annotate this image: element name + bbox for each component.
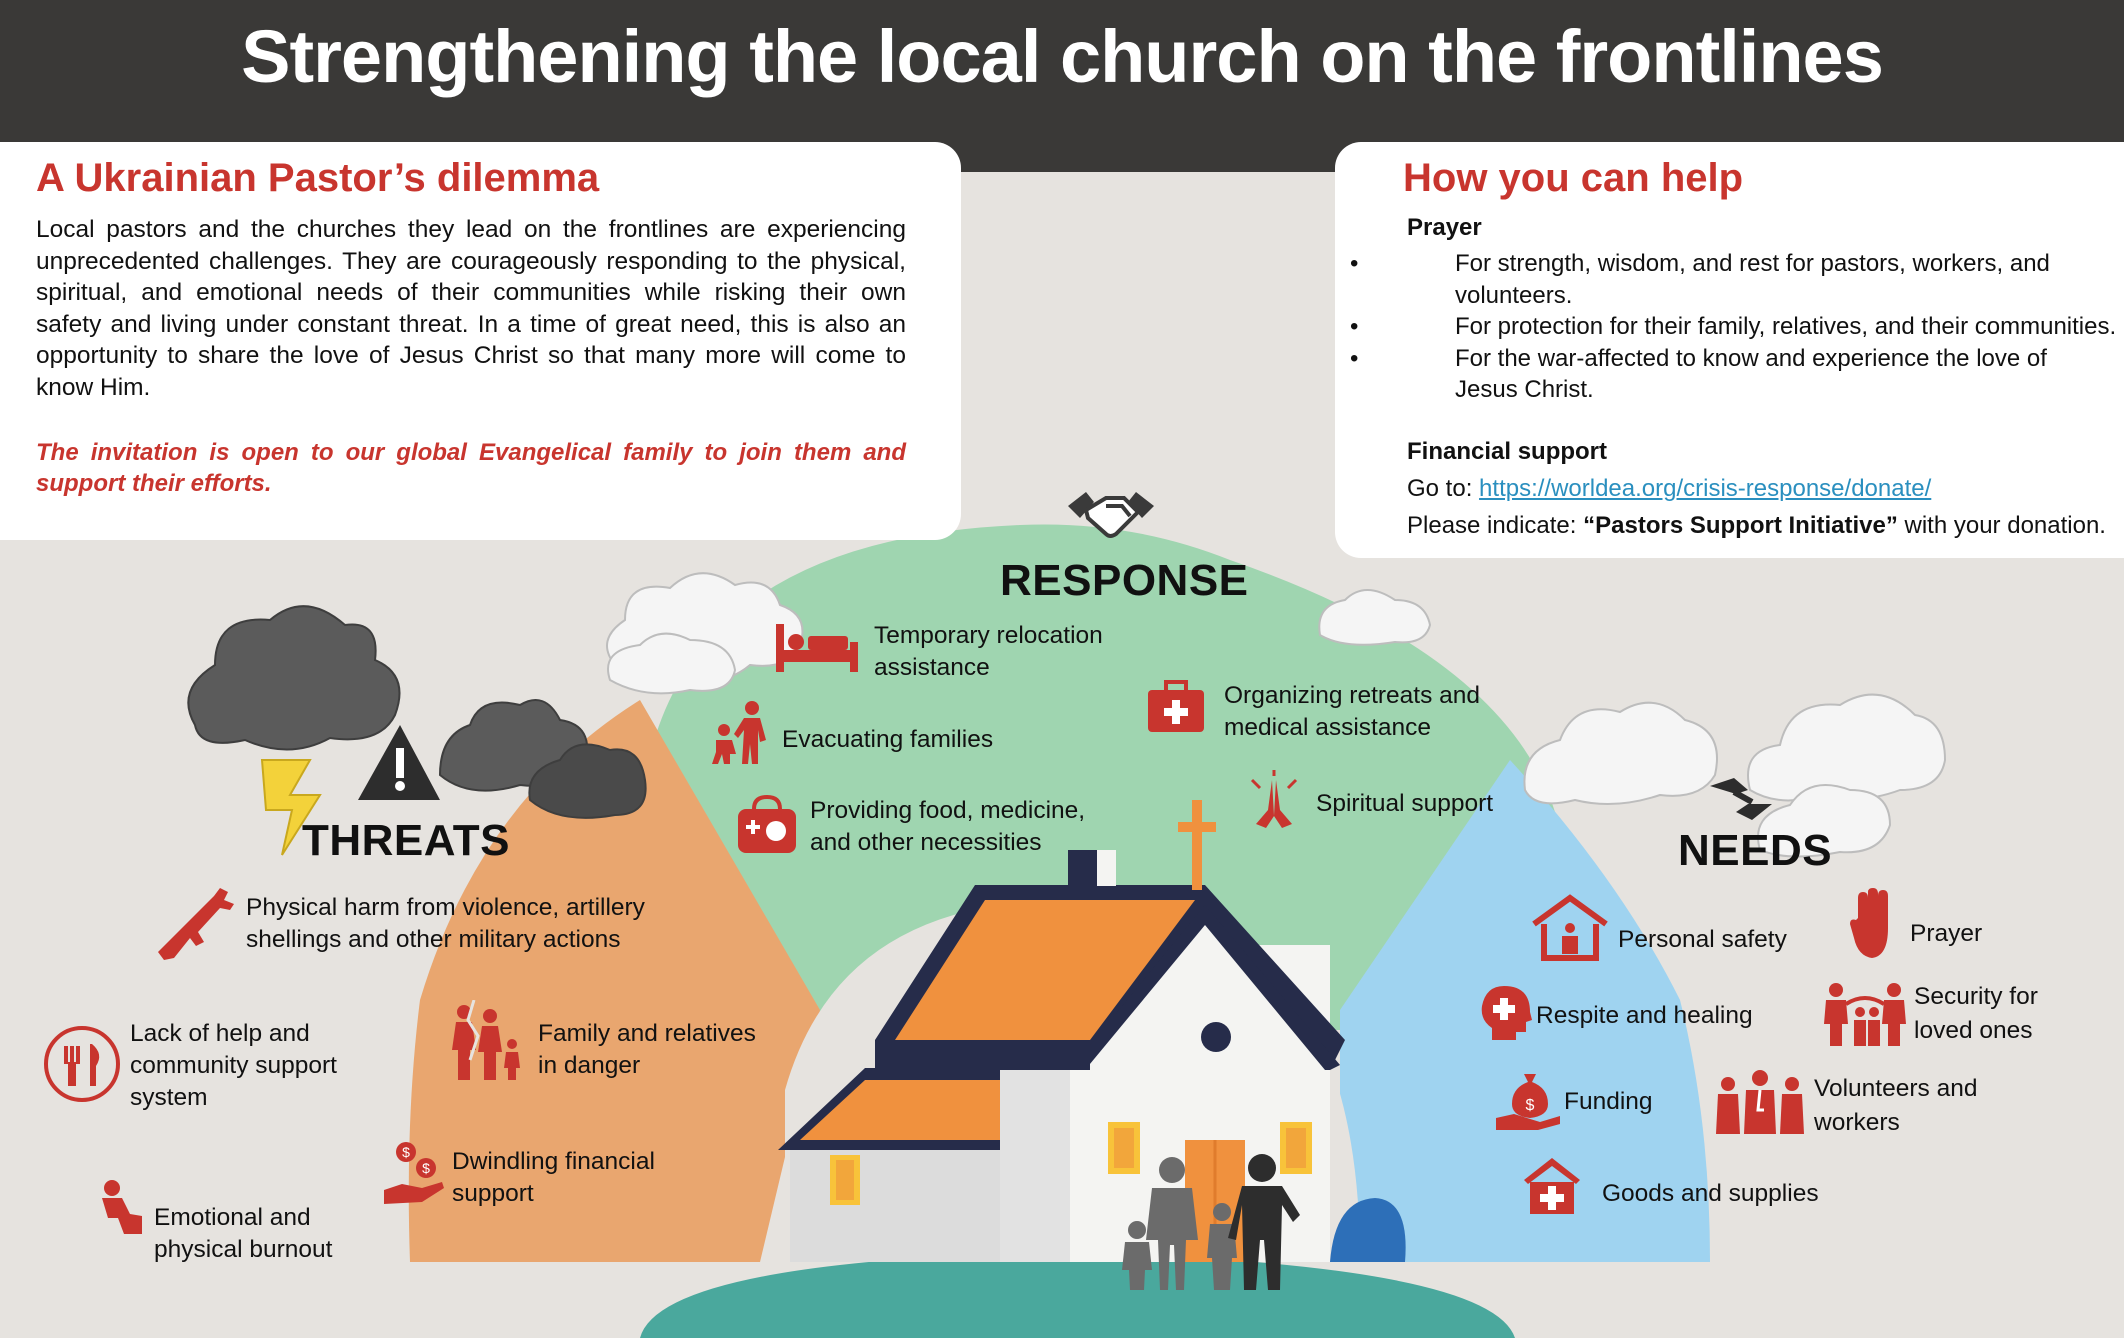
no-food-icon (42, 1024, 122, 1104)
handshake-icon (1066, 488, 1156, 544)
threat-item-family-danger: Family and relatives in danger (538, 1020, 756, 1079)
supplies-box-icon (1520, 1154, 1584, 1216)
funding-bag-icon (1494, 1072, 1562, 1132)
need-item-prayer: Prayer (1910, 920, 1983, 947)
response-heading: RESPONSE (1000, 556, 1249, 605)
raised-hand-icon (1848, 888, 1898, 960)
response-item-relocation: Temporary relocation assistance (874, 622, 1103, 681)
need-item-goods: Goods and supplies (1602, 1180, 1819, 1207)
medical-kit-icon (1146, 678, 1206, 734)
family-danger-icon (444, 1000, 524, 1084)
money-hand-icon (382, 1140, 446, 1208)
svg-text:$: $ (402, 1144, 410, 1160)
donate-link[interactable]: https://worldea.org/crisis-response/donate/ (1479, 475, 1932, 502)
threat-item-burnout: Emotional and physical burnout (154, 1204, 333, 1263)
response-item-retreats: Organizing retreats and medical assistance (1224, 682, 1481, 741)
page-title: Strengthening the local church on the frontlines (241, 15, 1883, 98)
need-item-volunteers: Volunteers and workers (1814, 1075, 1978, 1136)
svg-text:$: $ (1525, 1097, 1535, 1114)
help-heading: How you can help (1403, 156, 1744, 200)
burnout-icon (94, 1180, 146, 1236)
prayer-item: • For protection for their family, relatives, and their communities. (1350, 313, 2117, 340)
dilemma-heading: A Ukrainian Pastor’s dilemma (36, 156, 600, 200)
prayer-item: • For the war-affected to know and experience the love of Jesus Christ. (1350, 344, 2047, 403)
need-item-personal-safety: Personal safety (1618, 926, 1787, 953)
prayer-item: • For strength, wisdom, and rest for pastors, workers, and volunteers. (1350, 250, 2050, 309)
svg-text:$: $ (422, 1160, 430, 1176)
safe-house-icon (1530, 894, 1610, 962)
need-item-respite: Respite and healing (1536, 1002, 1753, 1029)
response-item-evacuating: Evacuating families (782, 726, 994, 753)
praying-hands-icon (1246, 770, 1302, 830)
evacuating-family-icon (708, 700, 772, 766)
helping-hands-icon (1708, 776, 1774, 822)
rifle-icon (154, 882, 240, 962)
threat-item-financial: Dwindling financial support (452, 1148, 655, 1207)
donate-line: Go to: https://worldea.org/crisis-response/donate/ (1407, 475, 1932, 502)
ground (640, 1252, 1515, 1338)
needs-heading: NEEDS (1678, 826, 1833, 875)
healing-head-icon (1476, 984, 1534, 1042)
response-item-food: Providing food, medicine, and other necessities (810, 797, 1086, 856)
invitation-text: The invitation is open to our global Evangelical family to join them and support their efforts. (36, 439, 906, 497)
indicate-line: Please indicate: “Pastors Support Initiative” with your donation. (1407, 512, 2106, 539)
family-security-icon (1822, 982, 1908, 1048)
dilemma-body: Local pastors and the churches they lead on the frontlines are experiencing unprecedented challenges. They are courageously responding to the physical, spiritual, and emotional needs of their communities while risking their own safety and living under constant threat. In a time of great need, this is also an opportunity to share the love of Jesus Christ so that many more will come to know Him. (36, 216, 906, 401)
financial-title: Financial support (1407, 438, 1608, 465)
prayer-title: Prayer (1407, 214, 1482, 241)
threat-item-lack-of-help: Lack of help and community support system (130, 1020, 337, 1111)
bed-icon (774, 622, 860, 674)
prayer-list (1350, 248, 2117, 406)
need-item-funding: Funding (1564, 1088, 1653, 1115)
need-item-security: Security for loved ones (1914, 983, 2038, 1044)
volunteers-icon (1714, 1070, 1806, 1136)
threats-heading: THREATS (302, 816, 511, 865)
threat-item-physical-harm: Physical harm from violence, artillery shellings and other military actions (246, 894, 645, 953)
response-item-spiritual: Spiritual support (1316, 790, 1494, 817)
food-basket-icon (736, 795, 798, 855)
